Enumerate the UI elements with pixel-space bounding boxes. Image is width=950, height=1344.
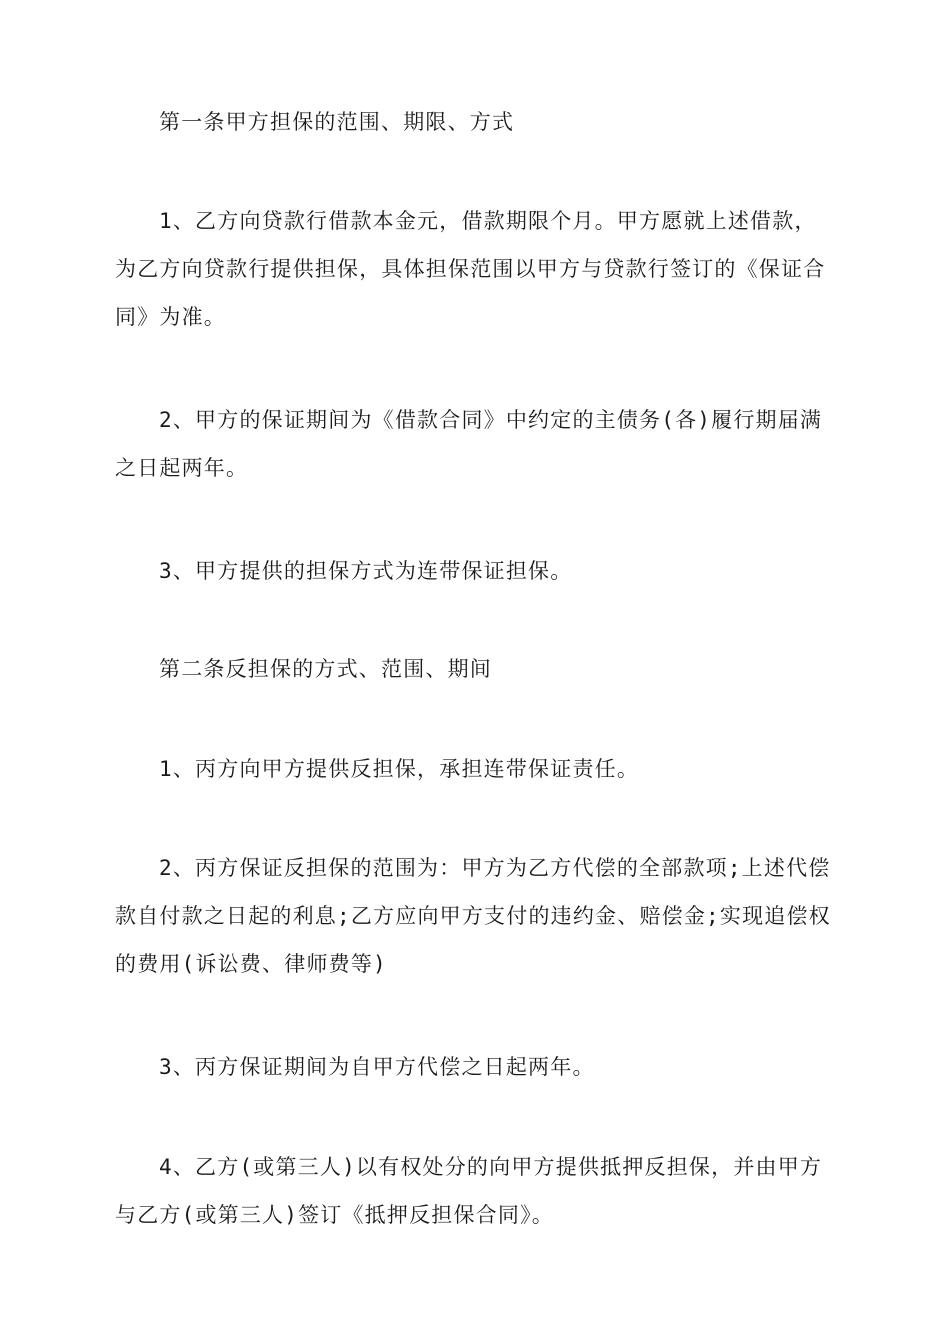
article-2-item-2 [115,844,839,988]
article-1-item-1 [115,197,839,341]
paragraph-line: 为乙方向贷款行提供担保，具体担保范围以甲方与贷款行签订的《保证合 [115,257,826,281]
paragraph-line: 第一条甲方担保的范围、期限、方式 [159,110,515,134]
paragraph-line: 3、丙方保证期间为自甲方代偿之日起两年。 [159,1055,595,1079]
article-1-item-3 [115,547,839,595]
paragraph-line: 2、甲方的保证期间为《借款合同》中约定的主债务(各)履行期届满 [159,408,823,432]
paragraph-line: 4、乙方(或第三人)以有权处分的向甲方提供抵押反担保，并由甲方 [159,1155,823,1179]
paragraph-line: 第二条反担保的方式、范围、期间 [159,657,492,681]
paragraph-line: 与乙方(或第三人)签订《抵押反担保合同》。 [115,1203,554,1227]
paragraph-line: 同》为准。 [115,305,226,329]
paragraph-line: 1、乙方向贷款行借款本金元，借款期限个月。甲方愿就上述借款， [159,209,817,233]
paragraph-line: 之日起两年。 [115,456,249,480]
article-2-item-1 [115,745,839,793]
article-2-heading [115,645,839,693]
article-2-item-4 [115,1143,839,1239]
paragraph-line: 3、甲方提供的担保方式为连带保证担保。 [159,559,573,583]
paragraph-line: 1、丙方向甲方提供反担保，承担连带保证责任。 [159,757,640,781]
article-1-item-2 [115,396,839,492]
article-2-item-3 [115,1043,839,1091]
paragraph-line: 2、丙方保证反担保的范围为：甲方为乙方代偿的全部款项;上述代偿 [159,856,831,880]
paragraph-line: 款自付款之日起的利息;乙方应向甲方支付的违约金、赔偿金;实现追偿权 [115,904,831,928]
paragraph-line: 的费用(诉讼费、律师费等) [115,952,387,976]
article-1-heading [115,98,839,146]
